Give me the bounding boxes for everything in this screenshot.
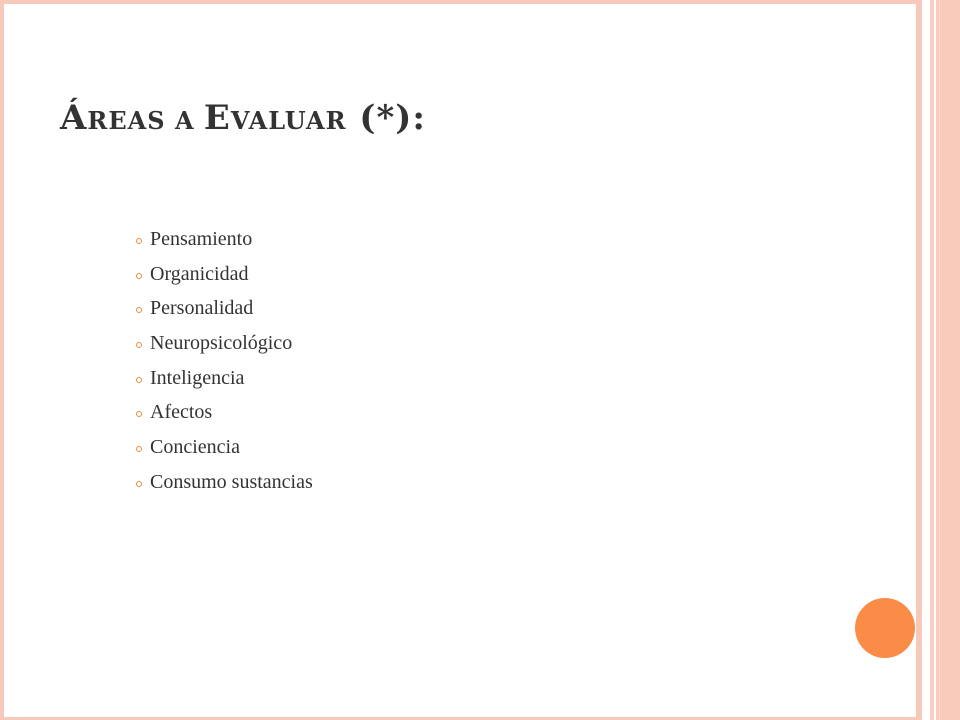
bullet-text: Conciencia — [150, 435, 240, 458]
bullet-item — [136, 361, 313, 396]
ring-bullet-icon — [136, 481, 142, 487]
bullet-item — [136, 291, 313, 326]
bullet-item — [136, 395, 313, 430]
title-first-letter: Á — [60, 98, 88, 138]
bullet-text: Consumo sustancias — [150, 470, 313, 493]
bullet-text: Afectos — [150, 401, 213, 424]
title-part1: REAS A — [87, 106, 204, 135]
ring-bullet-icon — [136, 238, 142, 244]
bullet-text: Inteligencia — [150, 366, 245, 389]
frame-left-border — [0, 0, 4, 720]
ring-bullet-icon — [136, 377, 142, 383]
orange-circle-decoration — [855, 598, 915, 658]
bullet-item — [136, 222, 313, 257]
bullet-text: Personalidad — [150, 297, 254, 320]
bullet-list — [136, 222, 313, 500]
frame-top-border — [0, 0, 922, 4]
right-stripe-gap — [922, 0, 930, 720]
ring-bullet-icon — [136, 342, 142, 348]
title-part2-rest: VALUAR — [230, 106, 347, 135]
ring-bullet-icon — [136, 273, 142, 279]
bullet-text: Neuropsicológico — [150, 331, 293, 354]
bullet-item — [136, 430, 313, 465]
bullet-text: Pensamiento — [150, 227, 253, 250]
bullet-item — [136, 465, 313, 500]
ring-bullet-icon — [136, 307, 142, 313]
bullet-text: Organicidad — [150, 262, 249, 285]
bullet-item — [136, 326, 313, 361]
title-part2-first: E — [203, 98, 231, 138]
ring-bullet-icon — [136, 446, 142, 452]
bullet-item — [136, 257, 313, 292]
slide-title — [60, 98, 426, 138]
title-suffix: (*): — [346, 98, 426, 138]
ring-bullet-icon — [136, 411, 142, 417]
right-stripe-highlight — [939, 0, 940, 720]
